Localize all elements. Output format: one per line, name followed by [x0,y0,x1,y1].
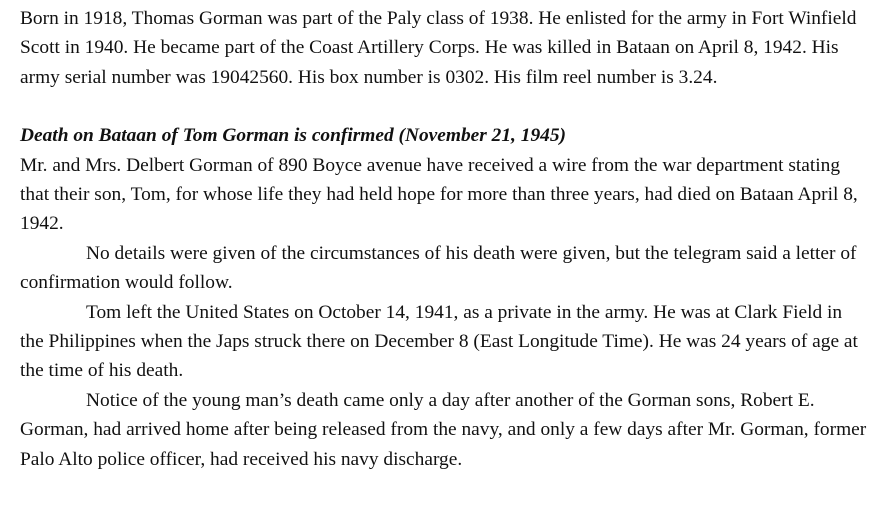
biography-paragraph: Born in 1918, Thomas Gorman was part of the Paly class of 1938. He enlisted for the army in Fort Winfield Scott in 1940. He became part of the Coast Artillery Corps. He was killed in Bataan on April 8, 1942. His army serial number was 19042560. His box number is 0302. His film reel number is 3.24. [20,8,857,88]
document-body [20,4,870,474]
article-paragraph: Notice of the young man’s death came only a day after another of the Gorman sons, Robert E. Gorman, had arrived home after being released from the navy, and only a few days after Mr. Gorman, former Palo Alto police officer, had received his navy discharge. [20,389,867,470]
article-headline: Death on Bataan of Tom Gorman is confirmed (November 21, 1945) [20,125,566,147]
article-paragraph: No details were given of the circumstances of his death were given, but the telegram said a letter of confirmation would follow. [20,242,857,294]
article-paragraph: Tom left the United States on October 14, 1941, as a private in the army. He was at Clark Field in the Philippines when the Japs struck there on December 8 (East Longitude Time). He was 24 years of age at the time of his death. [20,301,858,382]
article-paragraph: Mr. and Mrs. Delbert Gorman of 890 Boyce avenue have received a wire from the war department stating that their son, Tom, for whose life they had held hope for more than three years, had died on Bataan April 8, 1942. [20,154,858,235]
